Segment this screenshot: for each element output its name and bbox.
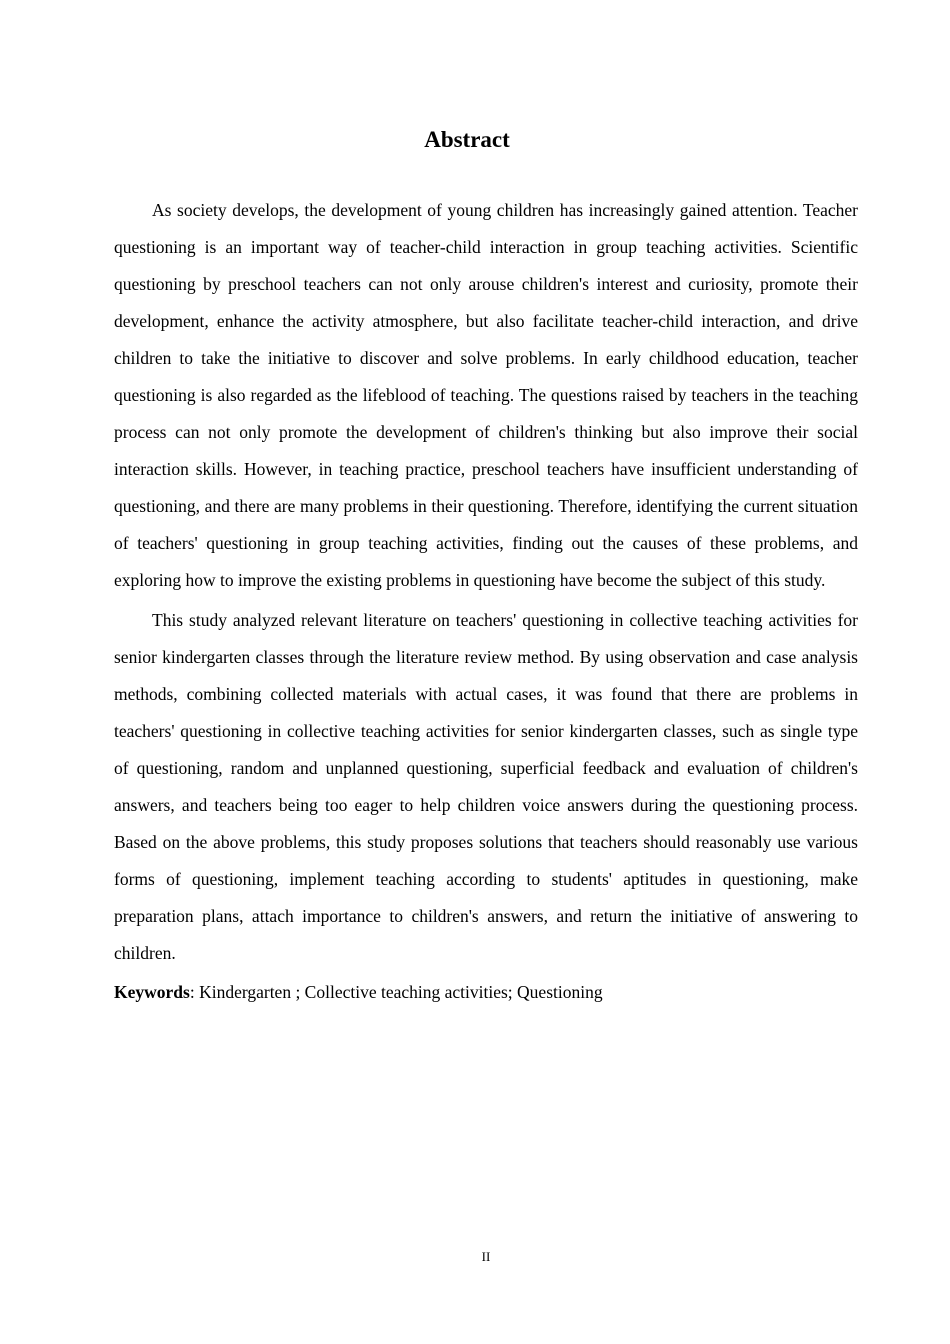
abstract-paragraph-2: This study analyzed relevant literature on teachers' questioning in collective teaching activities for senior kindergarten classes through the literature review method. By using observation and case analysis methods, combining collected materials with actual cases, it was found that there are problems in teachers' questioning in collective teaching activities for senior kindergarten classes, such as single type of questioning, random and unplanned questioning, superficial feedback and evaluation of children's answers, and teachers being too eager to help children voice answers during the questioning process. Based on the above problems, this study proposes solutions that teachers should reasonably use various forms of questioning, implement teaching according to students' aptitudes in questioning, make preparation plans, attach importance to children's answers, and return the initiative of answering to children. bbox=[114, 610, 858, 963]
abstract-body bbox=[114, 192, 858, 1011]
keywords-line bbox=[114, 974, 858, 1011]
abstract-paragraph-1: As society develops, the development of young children has increasingly gained attention. Teacher questioning is an important way of teacher-child interaction in group teaching activities. Scientific questioning by preschool teachers can not only arouse children's interest and curiosity, promote their development, enhance the activity atmosphere, but also facilitate teacher-child interaction, and drive children to take the initiative to discover and solve problems. In early childhood education, teacher questioning is also regarded as the lifeblood of teaching. The questions raised by teachers in the teaching process can not only promote the development of children's thinking but also improve their social interaction skills. However, in teaching practice, preschool teachers have insufficient understanding of questioning, and there are many problems in their questioning. Therefore, identifying the current situation of teachers' questioning in group teaching activities, finding out the causes of these problems, and exploring how to improve the existing problems in questioning have become the subject of this study. bbox=[114, 200, 858, 590]
page-number: II bbox=[481, 1249, 491, 1264]
keywords-label: Keywords bbox=[114, 982, 190, 1002]
keywords-list: : Kindergarten ; Collective teaching activities; Questioning bbox=[189, 982, 603, 1002]
page-title: Abstract bbox=[424, 127, 510, 152]
